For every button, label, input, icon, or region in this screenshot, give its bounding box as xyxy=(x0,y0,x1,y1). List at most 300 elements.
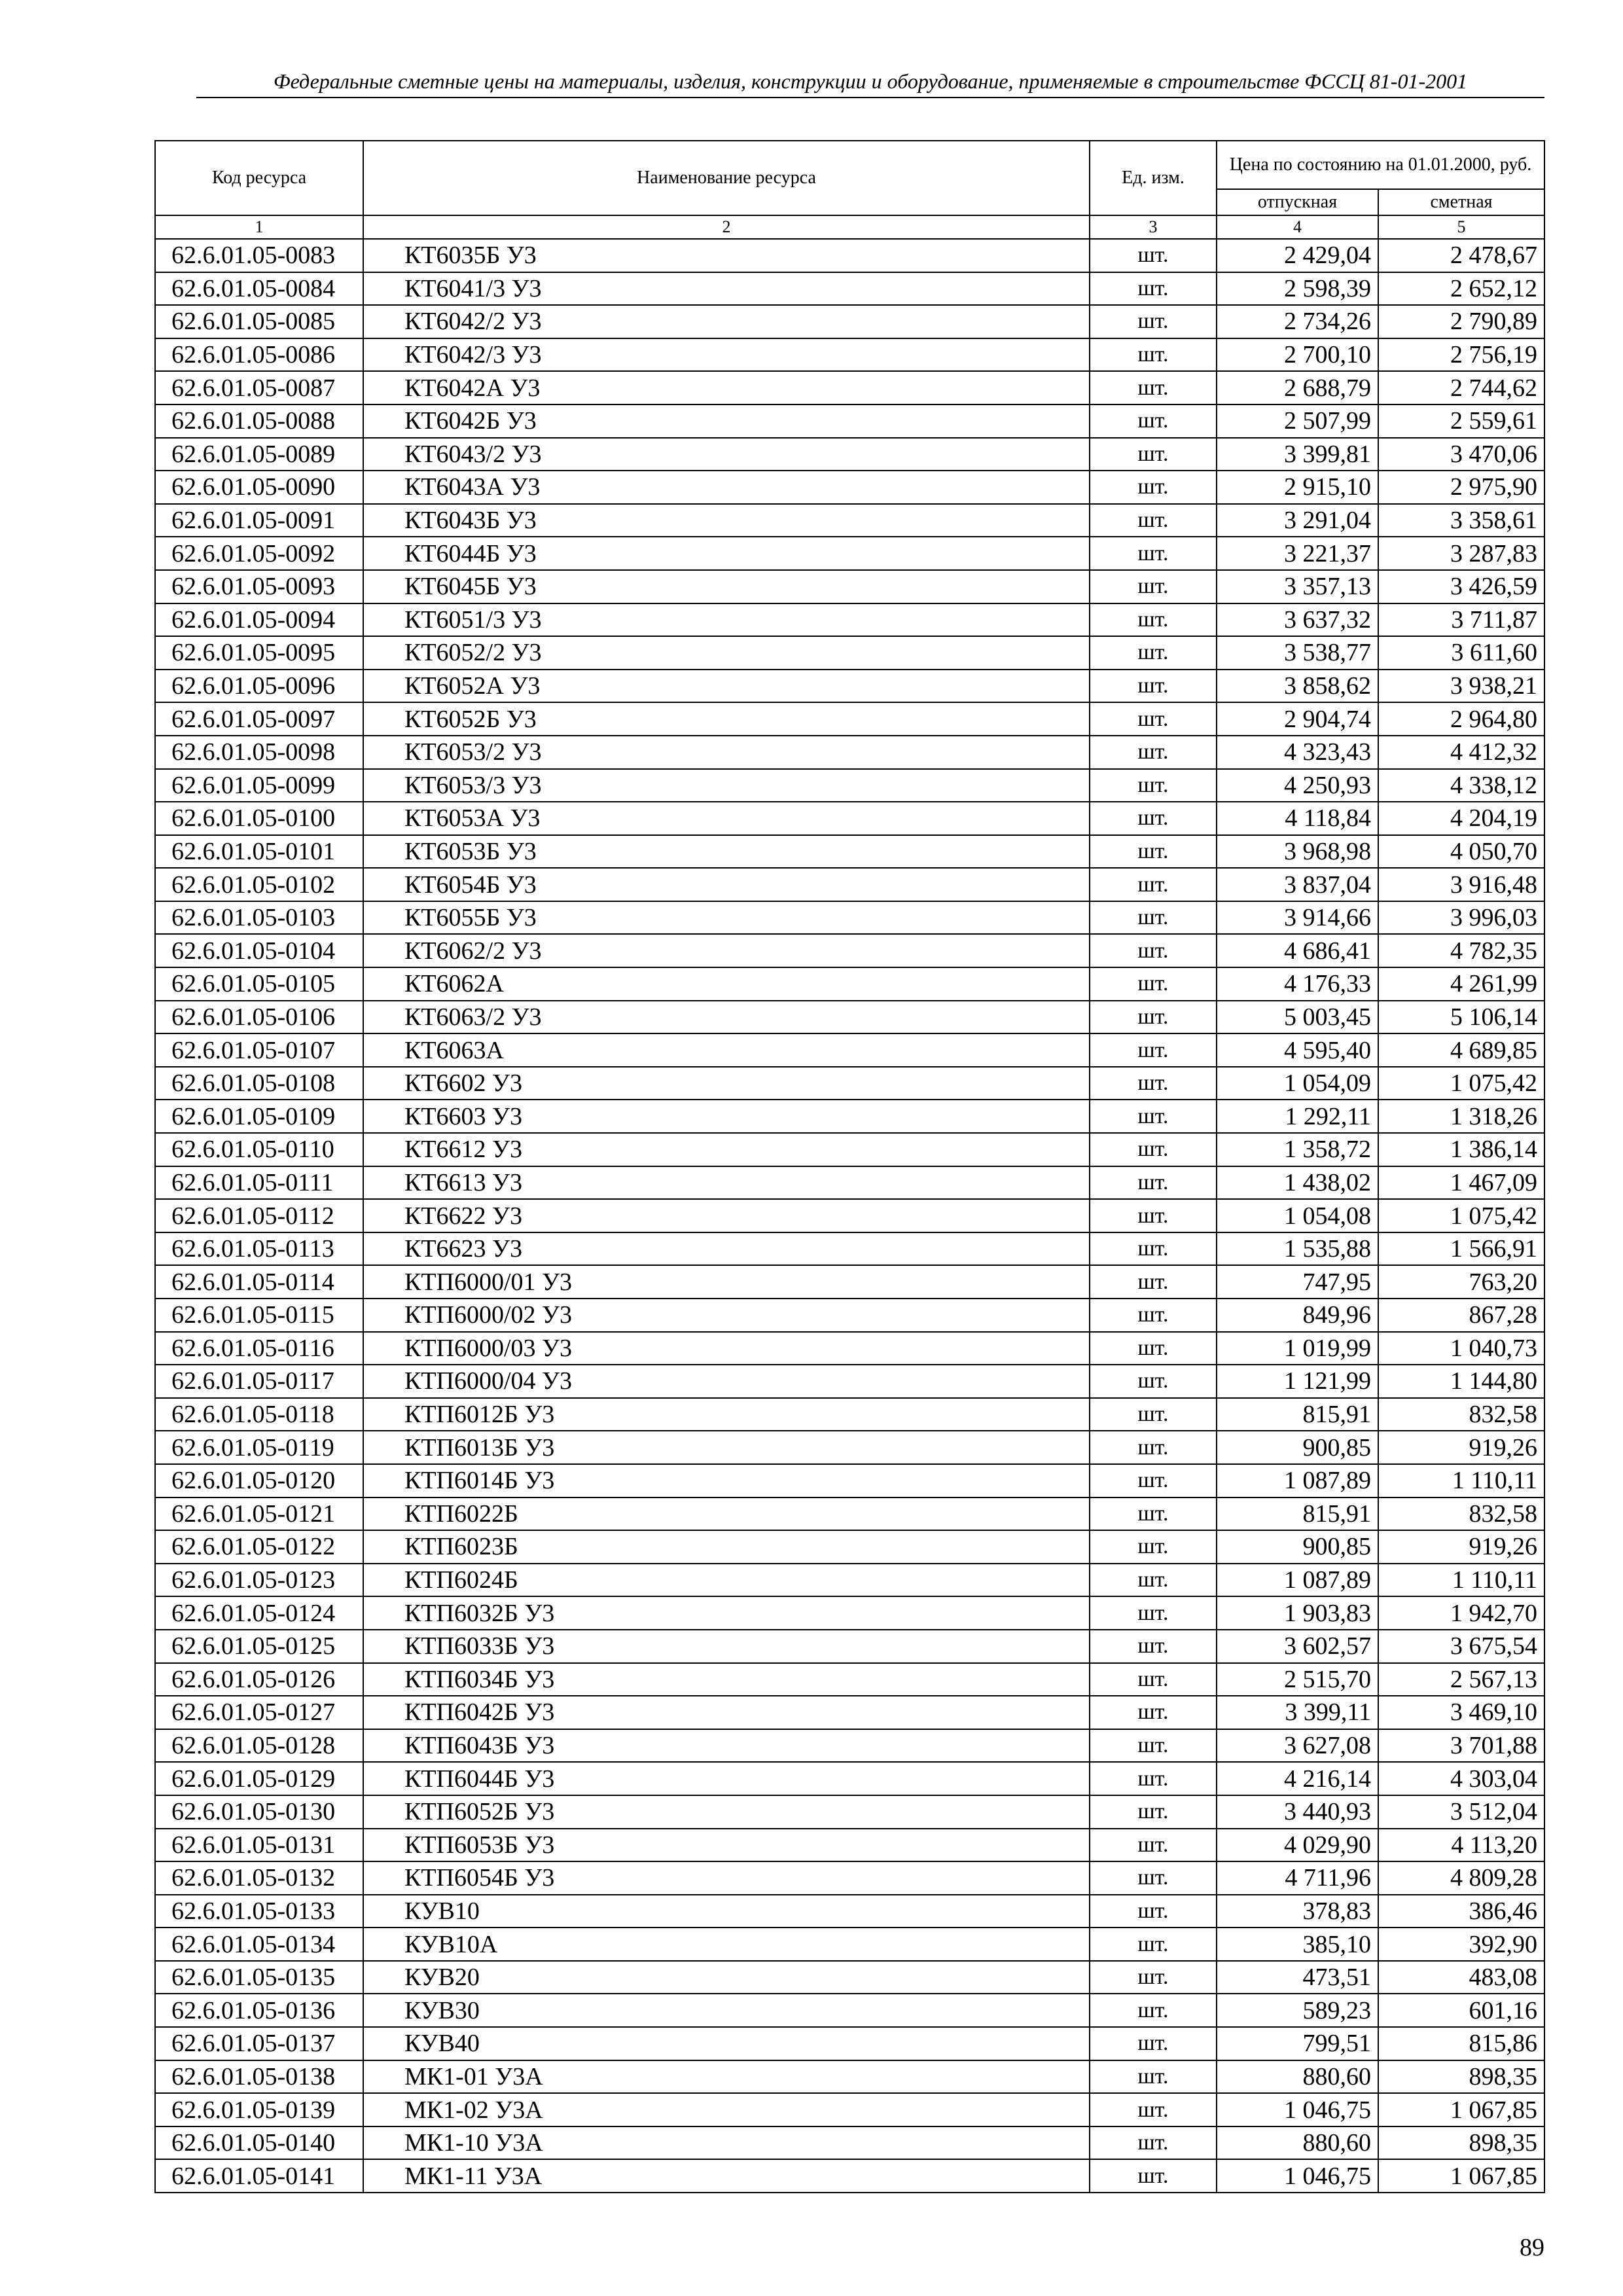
price-estimate: 2 652,12 xyxy=(1378,272,1544,306)
price-release: 1 358,72 xyxy=(1217,1133,1378,1166)
price-release: 2 515,70 xyxy=(1217,1663,1378,1696)
resource-name: КТП6034Б У3 xyxy=(363,1663,1090,1696)
price-release: 2 915,10 xyxy=(1217,471,1378,504)
price-estimate: 3 611,60 xyxy=(1378,636,1544,670)
price-estimate: 3 996,03 xyxy=(1378,901,1544,935)
price-release: 1 046,75 xyxy=(1217,2093,1378,2126)
resource-name: КТ6042/3 У3 xyxy=(363,338,1090,372)
table-row xyxy=(155,1895,1544,1928)
table-row xyxy=(155,1928,1544,1961)
unit: шт. xyxy=(1090,1928,1217,1961)
resource-code: 62.6.01.05-0136 xyxy=(155,1994,363,2027)
unit: шт. xyxy=(1090,1895,1217,1928)
price-release: 849,96 xyxy=(1217,1299,1378,1332)
price-estimate: 1 075,42 xyxy=(1378,1067,1544,1100)
unit: шт. xyxy=(1090,1166,1217,1200)
price-estimate: 898,35 xyxy=(1378,2060,1544,2094)
price-estimate: 4 782,35 xyxy=(1378,934,1544,967)
table-row xyxy=(155,1630,1544,1663)
price-estimate: 3 675,54 xyxy=(1378,1630,1544,1663)
price-release: 5 003,45 xyxy=(1217,1001,1378,1034)
price-release: 4 595,40 xyxy=(1217,1033,1378,1067)
table-row xyxy=(155,2126,1544,2160)
table-row xyxy=(155,438,1544,471)
table-row xyxy=(155,1795,1544,1829)
unit: шт. xyxy=(1090,1067,1217,1100)
price-estimate: 3 426,59 xyxy=(1378,570,1544,603)
col-header-price-release: отпускная xyxy=(1217,189,1378,215)
table-row xyxy=(155,901,1544,935)
table-row xyxy=(155,1564,1544,1597)
price-estimate: 3 938,21 xyxy=(1378,670,1544,703)
resource-code: 62.6.01.05-0088 xyxy=(155,404,363,438)
price-release: 1 087,89 xyxy=(1217,1564,1378,1597)
resource-code: 62.6.01.05-0133 xyxy=(155,1895,363,1928)
price-estimate: 832,58 xyxy=(1378,1498,1544,1531)
resource-code: 62.6.01.05-0112 xyxy=(155,1199,363,1232)
resource-name: КТ6622 У3 xyxy=(363,1199,1090,1232)
table-row xyxy=(155,1100,1544,1133)
price-estimate: 4 113,20 xyxy=(1378,1829,1544,1862)
unit: шт. xyxy=(1090,1464,1217,1498)
price-release: 589,23 xyxy=(1217,1994,1378,2027)
table-row xyxy=(155,1033,1544,1067)
resource-code: 62.6.01.05-0138 xyxy=(155,2060,363,2094)
unit: шт. xyxy=(1090,570,1217,603)
table-row xyxy=(155,1696,1544,1729)
unit: шт. xyxy=(1090,2093,1217,2126)
resource-name: КТ6062А xyxy=(363,967,1090,1001)
price-estimate: 1 067,85 xyxy=(1378,2159,1544,2193)
price-estimate: 2 567,13 xyxy=(1378,1663,1544,1696)
table-row xyxy=(155,1663,1544,1696)
resource-code: 62.6.01.05-0109 xyxy=(155,1100,363,1133)
unit: шт. xyxy=(1090,1829,1217,1862)
unit: шт. xyxy=(1090,1696,1217,1729)
resource-name: МК1-11 У3А xyxy=(363,2159,1090,2193)
resource-name: МК1-01 У3А xyxy=(363,2060,1090,2094)
resource-code: 62.6.01.05-0094 xyxy=(155,603,363,637)
price-estimate: 392,90 xyxy=(1378,1928,1544,1961)
unit: шт. xyxy=(1090,272,1217,306)
resource-name: КТП6000/03 У3 xyxy=(363,1332,1090,1365)
price-estimate: 2 744,62 xyxy=(1378,371,1544,404)
resource-code: 62.6.01.05-0105 xyxy=(155,967,363,1001)
resource-name: КТ6063А xyxy=(363,1033,1090,1067)
table-row xyxy=(155,1133,1544,1166)
price-estimate: 2 756,19 xyxy=(1378,338,1544,372)
resource-code: 62.6.01.05-0141 xyxy=(155,2159,363,2193)
unit: шт. xyxy=(1090,2060,1217,2094)
table-row xyxy=(155,702,1544,736)
col-number: 1 xyxy=(155,215,363,239)
price-estimate: 1 040,73 xyxy=(1378,1332,1544,1365)
price-release: 815,91 xyxy=(1217,1398,1378,1431)
price-release: 3 399,81 xyxy=(1217,438,1378,471)
price-estimate: 1 942,70 xyxy=(1378,1596,1544,1630)
price-release: 4 216,14 xyxy=(1217,1762,1378,1795)
resource-code: 62.6.01.05-0124 xyxy=(155,1596,363,1630)
resource-name: КТП6054Б У3 xyxy=(363,1861,1090,1895)
unit: шт. xyxy=(1090,868,1217,901)
price-release: 3 399,11 xyxy=(1217,1696,1378,1729)
price-release: 4 029,90 xyxy=(1217,1829,1378,1862)
unit: шт. xyxy=(1090,1299,1217,1332)
resource-name: КТП6023Б xyxy=(363,1530,1090,1564)
resource-code: 62.6.01.05-0096 xyxy=(155,670,363,703)
price-release: 3 914,66 xyxy=(1217,901,1378,935)
price-release: 3 602,57 xyxy=(1217,1630,1378,1663)
price-estimate: 3 287,83 xyxy=(1378,537,1544,570)
price-release: 4 711,96 xyxy=(1217,1861,1378,1895)
table-row xyxy=(155,802,1544,835)
price-release: 3 837,04 xyxy=(1217,868,1378,901)
price-release: 2 904,74 xyxy=(1217,702,1378,736)
table-row xyxy=(155,272,1544,306)
price-estimate: 3 512,04 xyxy=(1378,1795,1544,1829)
price-release: 2 429,04 xyxy=(1217,239,1378,272)
resource-code: 62.6.01.05-0134 xyxy=(155,1928,363,1961)
unit: шт. xyxy=(1090,1199,1217,1232)
price-release: 815,91 xyxy=(1217,1498,1378,1531)
price-release: 3 357,13 xyxy=(1217,570,1378,603)
resource-name: КТ6052/2 У3 xyxy=(363,636,1090,670)
resource-code: 62.6.01.05-0099 xyxy=(155,769,363,802)
unit: шт. xyxy=(1090,1001,1217,1034)
price-release: 900,85 xyxy=(1217,1431,1378,1464)
resource-name: КТ6042/2 У3 xyxy=(363,305,1090,338)
price-estimate: 867,28 xyxy=(1378,1299,1544,1332)
unit: шт. xyxy=(1090,1596,1217,1630)
table-row xyxy=(155,1596,1544,1630)
resource-name: КТП6014Б У3 xyxy=(363,1464,1090,1498)
resource-code: 62.6.01.05-0095 xyxy=(155,636,363,670)
table-row xyxy=(155,1299,1544,1332)
resource-code: 62.6.01.05-0087 xyxy=(155,371,363,404)
resource-code: 62.6.01.05-0111 xyxy=(155,1166,363,1200)
resource-name: КТ6612 У3 xyxy=(363,1133,1090,1166)
table-body xyxy=(155,239,1544,2193)
price-estimate: 4 204,19 xyxy=(1378,802,1544,835)
resource-name: КТ6052А У3 xyxy=(363,670,1090,703)
price-estimate: 1 467,09 xyxy=(1378,1166,1544,1200)
unit: шт. xyxy=(1090,1530,1217,1564)
price-release: 4 323,43 xyxy=(1217,736,1378,769)
price-release: 4 176,33 xyxy=(1217,967,1378,1001)
resource-name: КТ6042Б У3 xyxy=(363,404,1090,438)
price-release: 1 054,09 xyxy=(1217,1067,1378,1100)
unit: шт. xyxy=(1090,835,1217,869)
col-header-price: Цена по состоянию на 01.01.2000, руб. xyxy=(1217,141,1544,189)
price-release: 880,60 xyxy=(1217,2060,1378,2094)
table-row xyxy=(155,1199,1544,1232)
resource-code: 62.6.01.05-0089 xyxy=(155,438,363,471)
price-release: 1 903,83 xyxy=(1217,1596,1378,1630)
unit: шт. xyxy=(1090,1762,1217,1795)
resource-code: 62.6.01.05-0117 xyxy=(155,1365,363,1398)
unit: шт. xyxy=(1090,1498,1217,1531)
price-release: 1 054,08 xyxy=(1217,1199,1378,1232)
resource-name: КТ6045Б У3 xyxy=(363,570,1090,603)
resource-name: КТП6000/04 У3 xyxy=(363,1365,1090,1398)
price-release: 4 118,84 xyxy=(1217,802,1378,835)
price-release: 1 019,99 xyxy=(1217,1332,1378,1365)
table-row xyxy=(155,1332,1544,1365)
table-row xyxy=(155,305,1544,338)
resource-name: КТП6043Б У3 xyxy=(363,1729,1090,1763)
resource-code: 62.6.01.05-0119 xyxy=(155,1431,363,1464)
table-row xyxy=(155,1398,1544,1431)
resource-name: КТП6013Б У3 xyxy=(363,1431,1090,1464)
price-estimate: 2 478,67 xyxy=(1378,239,1544,272)
price-estimate: 2 790,89 xyxy=(1378,305,1544,338)
table-row xyxy=(155,1861,1544,1895)
table-row xyxy=(155,1829,1544,1862)
unit: шт. xyxy=(1090,1729,1217,1763)
table-row xyxy=(155,1232,1544,1266)
unit: шт. xyxy=(1090,1133,1217,1166)
resource-name: МК1-02 У3А xyxy=(363,2093,1090,2126)
table-row xyxy=(155,603,1544,637)
price-release: 2 507,99 xyxy=(1217,404,1378,438)
price-estimate: 5 106,14 xyxy=(1378,1001,1544,1034)
col-number: 3 xyxy=(1090,215,1217,239)
resource-name: КТ6602 У3 xyxy=(363,1067,1090,1100)
unit: шт. xyxy=(1090,2027,1217,2060)
resource-code: 62.6.01.05-0092 xyxy=(155,537,363,570)
resource-code: 62.6.01.05-0121 xyxy=(155,1498,363,1531)
table-row xyxy=(155,670,1544,703)
price-estimate: 832,58 xyxy=(1378,1398,1544,1431)
resource-name: КТ6043/2 У3 xyxy=(363,438,1090,471)
table-row xyxy=(155,1001,1544,1034)
resource-name: КТ6053/2 У3 xyxy=(363,736,1090,769)
unit: шт. xyxy=(1090,239,1217,272)
unit: шт. xyxy=(1090,1630,1217,1663)
resource-name: КТ6043А У3 xyxy=(363,471,1090,504)
resource-code: 62.6.01.05-0115 xyxy=(155,1299,363,1332)
resource-name: КТ6053/3 У3 xyxy=(363,769,1090,802)
unit: шт. xyxy=(1090,901,1217,935)
unit: шт. xyxy=(1090,1663,1217,1696)
resource-code: 62.6.01.05-0135 xyxy=(155,1961,363,1994)
price-estimate: 2 964,80 xyxy=(1378,702,1544,736)
resource-code: 62.6.01.05-0113 xyxy=(155,1232,363,1266)
table-row xyxy=(155,1365,1544,1398)
table-row xyxy=(155,1431,1544,1464)
unit: шт. xyxy=(1090,636,1217,670)
resource-code: 62.6.01.05-0104 xyxy=(155,934,363,967)
price-estimate: 919,26 xyxy=(1378,1431,1544,1464)
resource-code: 62.6.01.05-0131 xyxy=(155,1829,363,1862)
table-row xyxy=(155,404,1544,438)
resource-code: 62.6.01.05-0101 xyxy=(155,835,363,869)
unit: шт. xyxy=(1090,338,1217,372)
resource-code: 62.6.01.05-0130 xyxy=(155,1795,363,1829)
unit: шт. xyxy=(1090,438,1217,471)
price-release: 4 686,41 xyxy=(1217,934,1378,967)
price-release: 1 438,02 xyxy=(1217,1166,1378,1200)
resource-name: КТ6054Б У3 xyxy=(363,868,1090,901)
resource-name: КТП6052Б У3 xyxy=(363,1795,1090,1829)
table-row xyxy=(155,504,1544,537)
resource-name: КТ6055Б У3 xyxy=(363,901,1090,935)
resource-code: 62.6.01.05-0084 xyxy=(155,272,363,306)
table-row xyxy=(155,1166,1544,1200)
table-row xyxy=(155,1067,1544,1100)
resource-name: КУВ10 xyxy=(363,1895,1090,1928)
unit: шт. xyxy=(1090,1994,1217,2027)
table-row xyxy=(155,1464,1544,1498)
resource-name: КТ6063/2 У3 xyxy=(363,1001,1090,1034)
price-estimate: 1 067,85 xyxy=(1378,2093,1544,2126)
unit: шт. xyxy=(1090,934,1217,967)
table-row xyxy=(155,1530,1544,1564)
table-row xyxy=(155,736,1544,769)
table-row xyxy=(155,1994,1544,2027)
price-estimate: 815,86 xyxy=(1378,2027,1544,2060)
resource-code: 62.6.01.05-0102 xyxy=(155,868,363,901)
price-release: 747,95 xyxy=(1217,1265,1378,1299)
table-row xyxy=(155,1729,1544,1763)
resource-code: 62.6.01.05-0120 xyxy=(155,1464,363,1498)
unit: шт. xyxy=(1090,702,1217,736)
price-estimate: 2 975,90 xyxy=(1378,471,1544,504)
table-row xyxy=(155,1498,1544,1531)
resource-name: КТ6623 У3 xyxy=(363,1232,1090,1266)
resource-name: КТП6024Б xyxy=(363,1564,1090,1597)
col-header-name: Наименование ресурса xyxy=(363,141,1090,215)
column-number-row xyxy=(155,215,1544,239)
table-row xyxy=(155,636,1544,670)
resource-name: КУВ20 xyxy=(363,1961,1090,1994)
price-release: 2 734,26 xyxy=(1217,305,1378,338)
resource-code: 62.6.01.05-0091 xyxy=(155,504,363,537)
table-row xyxy=(155,2027,1544,2060)
resource-code: 62.6.01.05-0107 xyxy=(155,1033,363,1067)
col-number: 2 xyxy=(363,215,1090,239)
unit: шт. xyxy=(1090,1265,1217,1299)
table-row xyxy=(155,1265,1544,1299)
resource-name: КТП6022Б xyxy=(363,1498,1090,1531)
price-release: 3 637,32 xyxy=(1217,603,1378,637)
unit: шт. xyxy=(1090,967,1217,1001)
resource-code: 62.6.01.05-0093 xyxy=(155,570,363,603)
price-estimate: 898,35 xyxy=(1378,2126,1544,2160)
unit: шт. xyxy=(1090,2159,1217,2193)
resource-code: 62.6.01.05-0126 xyxy=(155,1663,363,1696)
resource-name: КТП6032Б У3 xyxy=(363,1596,1090,1630)
resource-code: 62.6.01.05-0123 xyxy=(155,1564,363,1597)
resource-name: КТП6033Б У3 xyxy=(363,1630,1090,1663)
price-release: 3 538,77 xyxy=(1217,636,1378,670)
unit: шт. xyxy=(1090,1232,1217,1266)
price-table xyxy=(154,140,1545,2193)
running-header: Федеральные сметные цены на материалы, изделия, конструкции и оборудование, применяемые в строительстве ФССЦ 81-01-2001 xyxy=(196,68,1544,98)
table-row xyxy=(155,1762,1544,1795)
price-estimate: 3 470,06 xyxy=(1378,438,1544,471)
resource-name: КТ6041/3 У3 xyxy=(363,272,1090,306)
table-row xyxy=(155,2159,1544,2193)
resource-code: 62.6.01.05-0137 xyxy=(155,2027,363,2060)
col-number: 5 xyxy=(1378,215,1544,239)
price-estimate: 601,16 xyxy=(1378,1994,1544,2027)
resource-code: 62.6.01.05-0085 xyxy=(155,305,363,338)
price-release: 4 250,93 xyxy=(1217,769,1378,802)
resource-code: 62.6.01.05-0140 xyxy=(155,2126,363,2160)
price-release: 3 858,62 xyxy=(1217,670,1378,703)
table-row xyxy=(155,471,1544,504)
resource-name: КТ6051/3 У3 xyxy=(363,603,1090,637)
unit: шт. xyxy=(1090,670,1217,703)
resource-code: 62.6.01.05-0125 xyxy=(155,1630,363,1663)
price-release: 900,85 xyxy=(1217,1530,1378,1564)
unit: шт. xyxy=(1090,1431,1217,1464)
price-estimate: 4 689,85 xyxy=(1378,1033,1544,1067)
table-row xyxy=(155,537,1544,570)
table-row xyxy=(155,371,1544,404)
resource-code: 62.6.01.05-0083 xyxy=(155,239,363,272)
price-release: 1 535,88 xyxy=(1217,1232,1378,1266)
resource-code: 62.6.01.05-0116 xyxy=(155,1332,363,1365)
unit: шт. xyxy=(1090,1398,1217,1431)
price-release: 3 291,04 xyxy=(1217,504,1378,537)
resource-code: 62.6.01.05-0129 xyxy=(155,1762,363,1795)
resource-name: КТ6044Б У3 xyxy=(363,537,1090,570)
unit: шт. xyxy=(1090,1033,1217,1067)
table-row xyxy=(155,2093,1544,2126)
unit: шт. xyxy=(1090,1332,1217,1365)
unit: шт. xyxy=(1090,305,1217,338)
price-estimate: 386,46 xyxy=(1378,1895,1544,1928)
price-estimate: 3 701,88 xyxy=(1378,1729,1544,1763)
resource-code: 62.6.01.05-0122 xyxy=(155,1530,363,1564)
resource-code: 62.6.01.05-0100 xyxy=(155,802,363,835)
price-release: 1 121,99 xyxy=(1217,1365,1378,1398)
price-estimate: 1 566,91 xyxy=(1378,1232,1544,1266)
price-release: 799,51 xyxy=(1217,2027,1378,2060)
price-estimate: 4 303,04 xyxy=(1378,1762,1544,1795)
table-row xyxy=(155,868,1544,901)
price-estimate: 1 110,11 xyxy=(1378,1564,1544,1597)
unit: шт. xyxy=(1090,504,1217,537)
resource-code: 62.6.01.05-0090 xyxy=(155,471,363,504)
price-release: 2 688,79 xyxy=(1217,371,1378,404)
price-release: 3 221,37 xyxy=(1217,537,1378,570)
table-row xyxy=(155,239,1544,272)
price-estimate: 1 110,11 xyxy=(1378,1464,1544,1498)
price-release: 880,60 xyxy=(1217,2126,1378,2160)
resource-name: КТП6042Б У3 xyxy=(363,1696,1090,1729)
resource-name: МК1-10 У3А xyxy=(363,2126,1090,2160)
table-row xyxy=(155,967,1544,1001)
unit: шт. xyxy=(1090,1861,1217,1895)
unit: шт. xyxy=(1090,471,1217,504)
resource-code: 62.6.01.05-0127 xyxy=(155,1696,363,1729)
unit: шт. xyxy=(1090,769,1217,802)
col-header-unit: Ед. изм. xyxy=(1090,141,1217,215)
price-estimate: 4 412,32 xyxy=(1378,736,1544,769)
resource-name: КТ6053А У3 xyxy=(363,802,1090,835)
price-estimate: 3 711,87 xyxy=(1378,603,1544,637)
price-release: 378,83 xyxy=(1217,1895,1378,1928)
price-estimate: 3 916,48 xyxy=(1378,868,1544,901)
resource-name: КУВ40 xyxy=(363,2027,1090,2060)
unit: шт. xyxy=(1090,802,1217,835)
unit: шт. xyxy=(1090,371,1217,404)
price-estimate: 4 809,28 xyxy=(1378,1861,1544,1895)
price-estimate: 3 358,61 xyxy=(1378,504,1544,537)
